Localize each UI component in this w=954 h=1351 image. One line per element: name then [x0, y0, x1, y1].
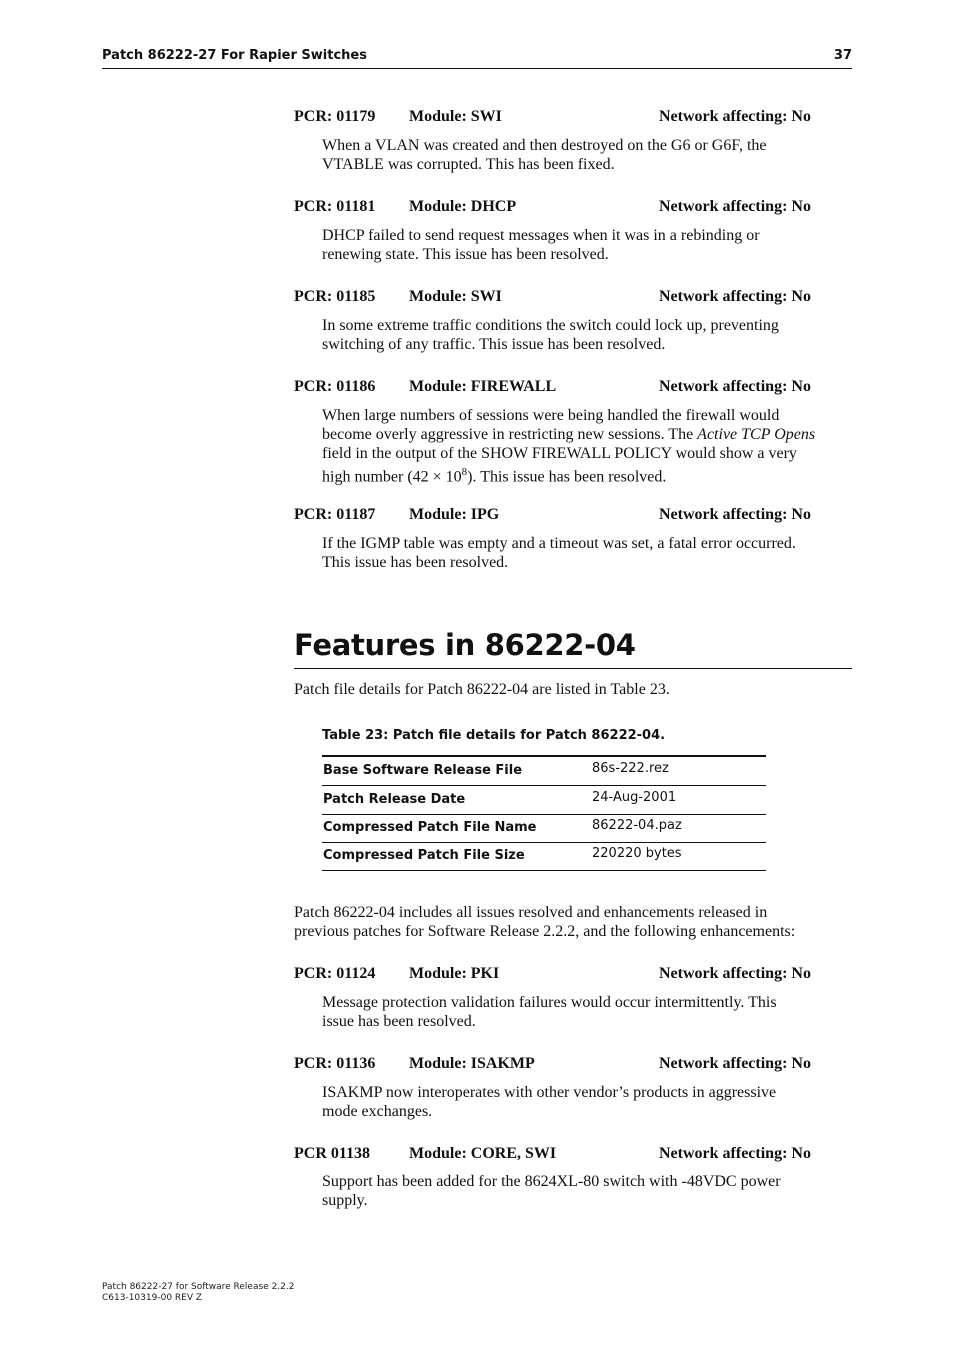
summary-line: previous patches for Software Release 2.2.2, and the following enhancements: [294, 923, 796, 940]
table-row [322, 757, 766, 786]
table-row-value: 24-Aug-2001 [592, 790, 677, 805]
pcr-module: Module: PKI [409, 965, 500, 982]
pcr-number: PCR 01138 [294, 1145, 370, 1162]
table-caption: Table 23: Patch file details for Patch 86222-04. [322, 728, 666, 743]
pcr-description [322, 1172, 854, 1210]
pcr-module: Module: SWI [409, 288, 502, 305]
pcr-heading [294, 965, 852, 985]
pcr-number: PCR: 01136 [294, 1055, 376, 1072]
description-line: ISAKMP now interoperates with other vendor’s products in aggressive [322, 1084, 777, 1101]
running-header-title: Patch 86222-27 For Rapier Switches [102, 48, 367, 63]
pcr-description [322, 406, 854, 486]
pcr-heading [294, 506, 852, 526]
page-footer [102, 1282, 294, 1304]
pcr-heading [294, 198, 852, 218]
pcr-number: PCR: 01181 [294, 198, 376, 215]
table-row [322, 814, 766, 843]
pcr-description [322, 226, 854, 264]
table-row-value: 220220 bytes [592, 846, 682, 861]
text-run: ). This issue has been resolved. [467, 468, 667, 486]
footer-doc-title: Patch 86222-27 for Software Release 2.2.2 [102, 1282, 295, 1292]
description-line: renewing state. This issue has been resolved. [322, 246, 609, 263]
pcr-network-affecting: Network affecting: No [659, 965, 811, 982]
description-line: When large numbers of sessions were being handled the firewall would [322, 407, 780, 424]
pcr-module: Module: ISAKMP [409, 1055, 535, 1072]
table-row-value: 86222-04.paz [592, 818, 682, 833]
description-line: supply. [322, 1192, 368, 1209]
pcr-network-affecting: Network affecting: No [659, 378, 811, 395]
table-row-label: Compressed Patch File Name [323, 820, 537, 835]
pcr-network-affecting: Network affecting: No [659, 1055, 811, 1072]
pcr-number: PCR: 01186 [294, 378, 376, 395]
description-line: field in the output of the SHOW FIREWALL POLICY would show a very [322, 445, 797, 462]
table-row-label: Base Software Release File [323, 763, 523, 778]
pcr-description [322, 993, 854, 1031]
pcr-description [322, 316, 854, 354]
pcr-description [322, 136, 854, 174]
pcr-description [322, 1083, 854, 1121]
description-line: If the IGMP table was empty and a timeout was set, a fatal error occurred. [322, 535, 796, 552]
pcr-description [322, 534, 854, 572]
pcr-number: PCR: 01179 [294, 108, 376, 125]
header-rule [102, 68, 852, 69]
description-line: This issue has been resolved. [322, 554, 509, 571]
summary-line: Patch 86222-04 includes all issues resolved and enhancements released in [294, 904, 768, 921]
footer-doc-number: C613-10319-00 REV Z [102, 1293, 203, 1303]
pcr-heading [294, 378, 852, 398]
pcr-network-affecting: Network affecting: No [659, 108, 811, 125]
enhancements-summary [294, 903, 854, 941]
pcr-number: PCR: 01187 [294, 506, 376, 523]
table-row-value: 86s-222.rez [592, 761, 669, 776]
intro-line: Patch file details for Patch 86222-04 are listed in Table 23. [294, 681, 670, 698]
pcr-module: Module: SWI [409, 108, 502, 125]
text-run: high number (42 × 10 [322, 468, 462, 486]
description-line: Support has been added for the 8624XL-80 switch with -48VDC power [322, 1173, 781, 1190]
pcr-module: Module: DHCP [409, 198, 517, 215]
description-line: Message protection validation failures would occur intermittently. This [322, 994, 777, 1011]
pcr-module: Module: IPG [409, 506, 500, 523]
description-line [322, 425, 854, 444]
description-line: In some extreme traffic conditions the switch could lock up, preventing [322, 317, 779, 334]
pcr-heading [294, 288, 852, 308]
description-line [322, 463, 854, 486]
pcr-number: PCR: 01185 [294, 288, 376, 305]
pcr-heading [294, 108, 852, 128]
pcr-network-affecting: Network affecting: No [659, 198, 811, 215]
pcr-module: Module: CORE, SWI [409, 1145, 557, 1162]
text-run: become overly aggressive in restricting new sessions. The [322, 426, 698, 443]
pcr-heading [294, 1055, 852, 1075]
pcr-number: PCR: 01124 [294, 965, 376, 982]
description-line: mode exchanges. [322, 1103, 433, 1120]
pcr-module: Module: FIREWALL [409, 378, 557, 395]
exponent: 8 [461, 466, 468, 478]
page-number: 37 [833, 48, 852, 63]
field-name-emphasis: Active TCP Opens [697, 426, 816, 443]
pcr-heading [294, 1145, 852, 1165]
table-row-label: Compressed Patch File Size [323, 848, 525, 863]
pcr-network-affecting: Network affecting: No [659, 288, 811, 305]
pcr-network-affecting: Network affecting: No [659, 506, 811, 523]
table-row [322, 842, 766, 871]
section-rule [294, 668, 852, 669]
table-row-label: Patch Release Date [323, 792, 466, 807]
description-line: switching of any traffic. This issue has been resolved. [322, 336, 666, 353]
section-intro [294, 680, 854, 699]
section-title: Features in 86222-04 [294, 628, 636, 662]
description-line: When a VLAN was created and then destroyed on the G6 or G6F, the [322, 137, 767, 154]
description-line: DHCP failed to send request messages when it was in a rebinding or [322, 227, 760, 244]
description-line: VTABLE was corrupted. This has been fixed. [322, 156, 615, 173]
table-row [322, 786, 766, 815]
pcr-network-affecting: Network affecting: No [659, 1145, 811, 1162]
description-line: issue has been resolved. [322, 1013, 476, 1030]
